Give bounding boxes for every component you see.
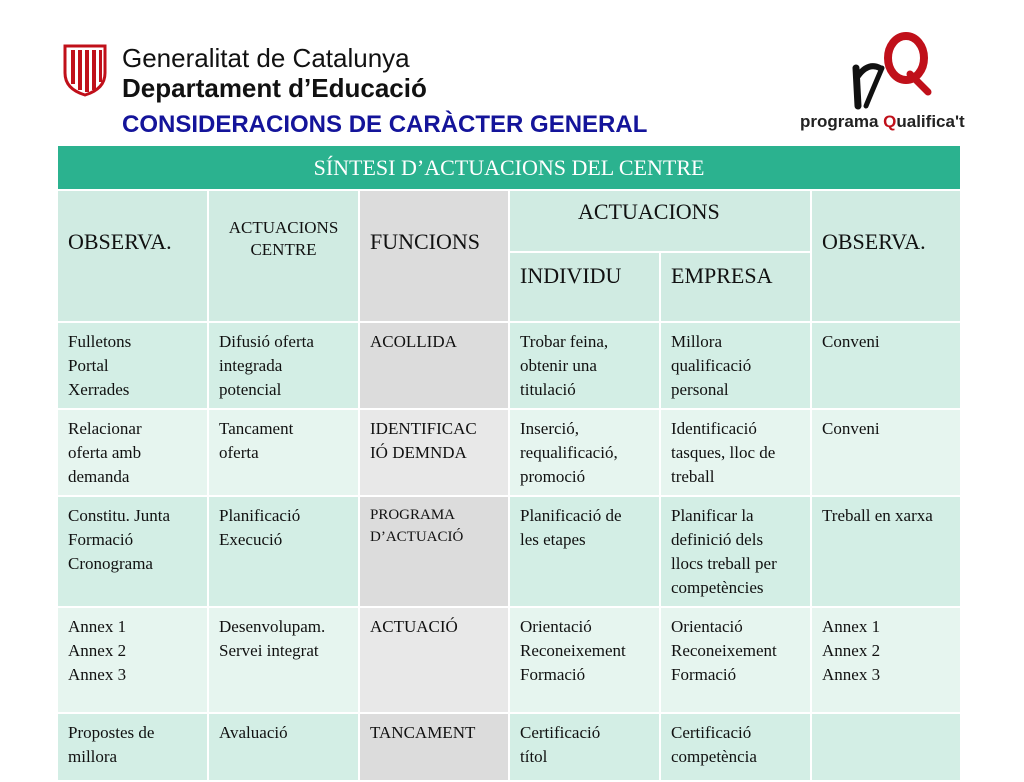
cell-individu <box>509 409 660 496</box>
cell-line: Annex 1 <box>822 617 881 636</box>
cell-line: requalificació, <box>520 443 618 462</box>
cell-line: Desenvolupam. <box>219 617 326 636</box>
cell-individu <box>509 322 660 409</box>
header-actuacions-centre-line2: CENTRE <box>250 240 317 259</box>
cell-line: Orientació <box>520 617 592 636</box>
cell-actuacions-centre <box>208 607 359 713</box>
cell-empresa <box>660 409 811 496</box>
generalitat-logo-icon <box>62 43 108 97</box>
header-empresa-label: EMPRESA <box>671 263 773 288</box>
cell-empresa <box>660 713 811 781</box>
cell-individu <box>509 607 660 713</box>
header-individu <box>509 252 660 322</box>
cell-individu <box>509 713 660 781</box>
cell-line: Annex 2 <box>822 641 881 660</box>
cell-line: titulació <box>520 380 576 399</box>
cell-line: Certificació <box>520 723 601 742</box>
cell-line: Annex 3 <box>822 665 881 684</box>
cell-observa-left <box>57 496 208 607</box>
table-title: SÍNTESI D’ACTUACIONS DEL CENTRE <box>57 145 961 190</box>
cell-line: ACOLLIDA <box>370 332 457 351</box>
cell-line: potencial <box>219 380 282 399</box>
table-row <box>57 409 961 496</box>
header-observa-right-label: OBSERVA. <box>822 229 926 254</box>
cell-line: IDENTIFICAC <box>370 419 477 438</box>
cell-line: Reconeixement <box>671 641 777 660</box>
cell-line: millora <box>68 747 118 766</box>
header-individu-label: INDIVIDU <box>520 263 622 288</box>
cell-line: qualificació <box>671 356 752 375</box>
cell-observa-right <box>811 496 961 607</box>
cell-line: Planificació <box>219 506 301 525</box>
cell-line: Relacionar <box>68 419 142 438</box>
programa-qualificat-logo-icon <box>848 28 932 110</box>
cell-line: Annex 2 <box>68 641 127 660</box>
header-empresa <box>660 252 811 322</box>
cell-observa-right <box>811 409 961 496</box>
cell-line: Difusió oferta <box>219 332 314 351</box>
cell-observa-left <box>57 409 208 496</box>
programa-qualificat-label <box>800 112 965 132</box>
table-row <box>57 496 961 607</box>
cell-line: Planificació de <box>520 506 622 525</box>
cell-line: PROGRAMA <box>370 507 456 523</box>
table-row <box>57 713 961 781</box>
cell-line: Formació <box>520 665 586 684</box>
cell-line: Constitu. Junta <box>68 506 171 525</box>
summary-table <box>56 144 962 782</box>
cell-line: Inserció, <box>520 419 580 438</box>
cell-line: promoció <box>520 467 586 486</box>
header-actuacions-centre <box>208 190 359 322</box>
cell-funcions <box>359 322 509 409</box>
cell-empresa <box>660 607 811 713</box>
header-actuacions <box>509 190 811 252</box>
cell-observa-left <box>57 713 208 781</box>
table-row <box>57 322 961 409</box>
cell-line: Treball en xarxa <box>822 506 933 525</box>
cell-actuacions-centre <box>208 409 359 496</box>
cell-line: Conveni <box>822 419 880 438</box>
department-name: Departament d’Educació <box>122 73 427 103</box>
cell-empresa <box>660 496 811 607</box>
cell-line: Servei integrat <box>219 641 319 660</box>
cell-line: Execució <box>219 530 283 549</box>
cell-actuacions-centre <box>208 496 359 607</box>
header-observa-right <box>811 190 961 322</box>
cell-line: competències <box>671 578 764 597</box>
cell-line: Trobar feina, <box>520 332 609 351</box>
cell-line: obtenir una <box>520 356 597 375</box>
cell-line: Identificació <box>671 419 757 438</box>
cell-line: Propostes de <box>68 723 155 742</box>
cell-line: Xerrades <box>68 380 130 399</box>
logo-text-post: ualifica't <box>896 112 965 131</box>
cell-line: Portal <box>68 356 109 375</box>
cell-empresa <box>660 322 811 409</box>
cell-observa-right <box>811 713 961 781</box>
header-observa-left-label: OBSERVA. <box>68 229 172 254</box>
cell-line: Formació <box>671 665 737 684</box>
cell-line: oferta amb <box>68 443 142 462</box>
header-actuacions-centre-line1: ACTUACIONS <box>228 218 339 237</box>
header-observa-left <box>57 190 208 322</box>
table-body <box>57 322 961 781</box>
cell-line: TANCAMENT <box>370 723 476 742</box>
cell-line: tasques, lloc de <box>671 443 776 462</box>
cell-line: treball <box>671 467 715 486</box>
cell-line: Conveni <box>822 332 880 351</box>
cell-line: Tancament <box>219 419 294 438</box>
cell-line: oferta <box>219 443 259 462</box>
logo-text-q: Q <box>883 112 897 131</box>
slide-title: CONSIDERACIONS DE CARÀCTER GENERAL <box>122 111 648 138</box>
cell-line: les etapes <box>520 530 586 549</box>
cell-observa-left <box>57 322 208 409</box>
cell-line: integrada <box>219 356 283 375</box>
cell-line: competència <box>671 747 757 766</box>
cell-line: Planificar la <box>671 506 754 525</box>
cell-line: Millora <box>671 332 722 351</box>
cell-line: ACTUACIÓ <box>370 617 458 636</box>
cell-line: Fulletons <box>68 332 132 351</box>
cell-line: Orientació <box>671 617 743 636</box>
cell-observa-left <box>57 607 208 713</box>
cell-funcions <box>359 607 509 713</box>
header-funcions <box>359 190 509 322</box>
cell-line: Reconeixement <box>520 641 626 660</box>
cell-line: Avaluació <box>219 723 288 742</box>
cell-line: Annex 1 <box>68 617 127 636</box>
cell-line: demanda <box>68 467 130 486</box>
table-row <box>57 607 961 713</box>
cell-funcions <box>359 713 509 781</box>
cell-line: definició dels <box>671 530 764 549</box>
org-name: Generalitat de Catalunya <box>122 43 410 73</box>
cell-line: llocs treball per <box>671 554 777 573</box>
header-actuacions-label: ACTUACIONS <box>578 199 720 224</box>
cell-line: IÓ DEMNDA <box>370 443 467 462</box>
cell-funcions <box>359 409 509 496</box>
cell-funcions <box>359 496 509 607</box>
cell-actuacions-centre <box>208 322 359 409</box>
cell-line: títol <box>520 747 548 766</box>
cell-line: Certificació <box>671 723 752 742</box>
logo-text-pre: programa <box>800 112 884 131</box>
cell-line: D’ACTUACIÓ <box>370 529 464 545</box>
cell-observa-right <box>811 607 961 713</box>
cell-actuacions-centre <box>208 713 359 781</box>
cell-line: Annex 3 <box>68 665 127 684</box>
cell-individu <box>509 496 660 607</box>
cell-line: Formació <box>68 530 134 549</box>
header-funcions-label: FUNCIONS <box>370 229 481 254</box>
cell-line: Cronograma <box>68 554 153 573</box>
cell-line: personal <box>671 380 729 399</box>
cell-observa-right <box>811 322 961 409</box>
